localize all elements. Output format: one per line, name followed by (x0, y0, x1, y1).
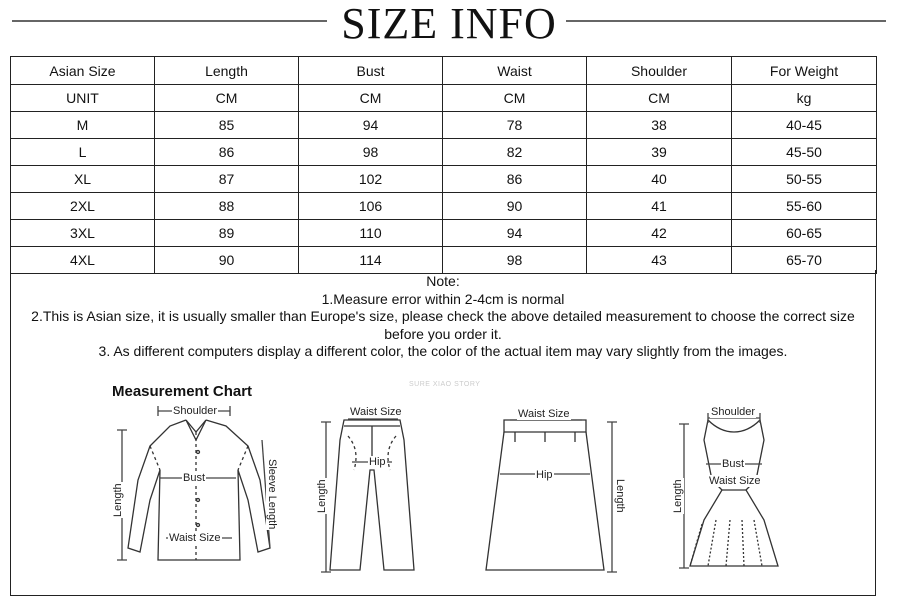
table-cell: For Weight (732, 57, 877, 85)
table-cell: 65-70 (732, 247, 877, 274)
table-cell: 60-65 (732, 220, 877, 247)
table-cell: 114 (299, 247, 443, 274)
table-cell: 40-45 (732, 112, 877, 139)
table-cell: 94 (299, 112, 443, 139)
table-cell: Shoulder (587, 57, 732, 85)
table-cell: Bust (299, 57, 443, 85)
skirt-waist-label: Waist Size (518, 408, 570, 420)
table-cell: CM (299, 85, 443, 112)
table-cell: 41 (587, 193, 732, 220)
note-box (10, 270, 876, 596)
shirt-bust-label: Bust (183, 472, 206, 484)
skirt-length-label: Length (614, 479, 626, 513)
watermark: SURE XIAO STORY (409, 381, 481, 388)
table-cell: 98 (443, 247, 587, 274)
note-line-1: 1.Measure error within 2-4cm is normal (321, 290, 565, 307)
table-cell: 40 (587, 166, 732, 193)
table-cell: 38 (587, 112, 732, 139)
table-cell: Asian Size (11, 57, 155, 85)
table-cell: 94 (443, 220, 587, 247)
table-cell: 90 (155, 247, 299, 274)
table-cell: 89 (155, 220, 299, 247)
table-cell: UNIT (11, 85, 155, 112)
header-rule-right (566, 20, 886, 22)
table-cell: CM (443, 85, 587, 112)
table-cell: 88 (155, 193, 299, 220)
size-table (10, 56, 877, 274)
table-row (11, 193, 877, 220)
table-row (11, 112, 877, 139)
table-cell: XL (11, 166, 155, 193)
table-row (11, 139, 877, 166)
note-line-3: 3. As different computers display a different color, the color of the actual item may vary slightly from the images. (98, 343, 788, 359)
shirt-length-label: Length (112, 483, 124, 517)
table-row (11, 166, 877, 193)
note-heading: Note: (426, 273, 460, 289)
table-cell: 43 (587, 247, 732, 274)
table-cell: 50-55 (732, 166, 877, 193)
table-cell: 90 (443, 193, 587, 220)
table-cell: 78 (443, 112, 587, 139)
table-cell: L (11, 139, 155, 166)
dress-bust-label: Bust (722, 458, 745, 470)
table-cell: 102 (299, 166, 443, 193)
dress-waist-label: Waist Size (709, 475, 761, 487)
note-line-2a: 2.This is Asian size, it is usually smaller than Europe's size, please check the above detailed measurement to choose the correct size (31, 308, 855, 324)
table-cell: 106 (299, 193, 443, 220)
table-cell: 45-50 (732, 139, 877, 166)
table-cell: kg (732, 85, 877, 112)
table-cell: M (11, 112, 155, 139)
table-cell: 110 (299, 220, 443, 247)
shirt-sleeve-label: Sleeve Length (266, 459, 278, 530)
table-cell: Length (155, 57, 299, 85)
table-header-row (11, 57, 877, 85)
shirt-shoulder-label: Shoulder (173, 405, 218, 417)
table-cell: 42 (587, 220, 732, 247)
table-cell: CM (155, 85, 299, 112)
pants-length-label: Length (316, 479, 328, 513)
dress-length-label: Length (672, 479, 684, 513)
table-unit-row (11, 85, 877, 112)
table-cell: 82 (443, 139, 587, 166)
table-cell: 2XL (11, 193, 155, 220)
header-rule-left (12, 20, 327, 22)
measurement-chart-title: Measurement Chart (112, 383, 253, 400)
page-title: SIZE INFO (341, 0, 557, 48)
table-cell: 86 (155, 139, 299, 166)
note-text (11, 270, 875, 361)
table-cell: 86 (443, 166, 587, 193)
skirt-hip-label: Hip (536, 469, 553, 481)
header (0, 0, 897, 48)
pants-waist-label: Waist Size (350, 406, 402, 418)
table-cell: 4XL (11, 247, 155, 274)
pants-hip-label: Hip (369, 456, 386, 468)
table-cell: 39 (587, 139, 732, 166)
table-cell: 55-60 (732, 193, 877, 220)
table-row (11, 220, 877, 247)
table-cell: 98 (299, 139, 443, 166)
table-cell: 3XL (11, 220, 155, 247)
dress-shoulder-label: Shoulder (711, 406, 756, 418)
note-line-2b: before you order it. (384, 325, 502, 342)
shirt-waist-label: Waist Size (169, 532, 221, 544)
table-cell: 87 (155, 166, 299, 193)
table-cell: Waist (443, 57, 587, 85)
table-cell: 85 (155, 112, 299, 139)
table-cell: CM (587, 85, 732, 112)
